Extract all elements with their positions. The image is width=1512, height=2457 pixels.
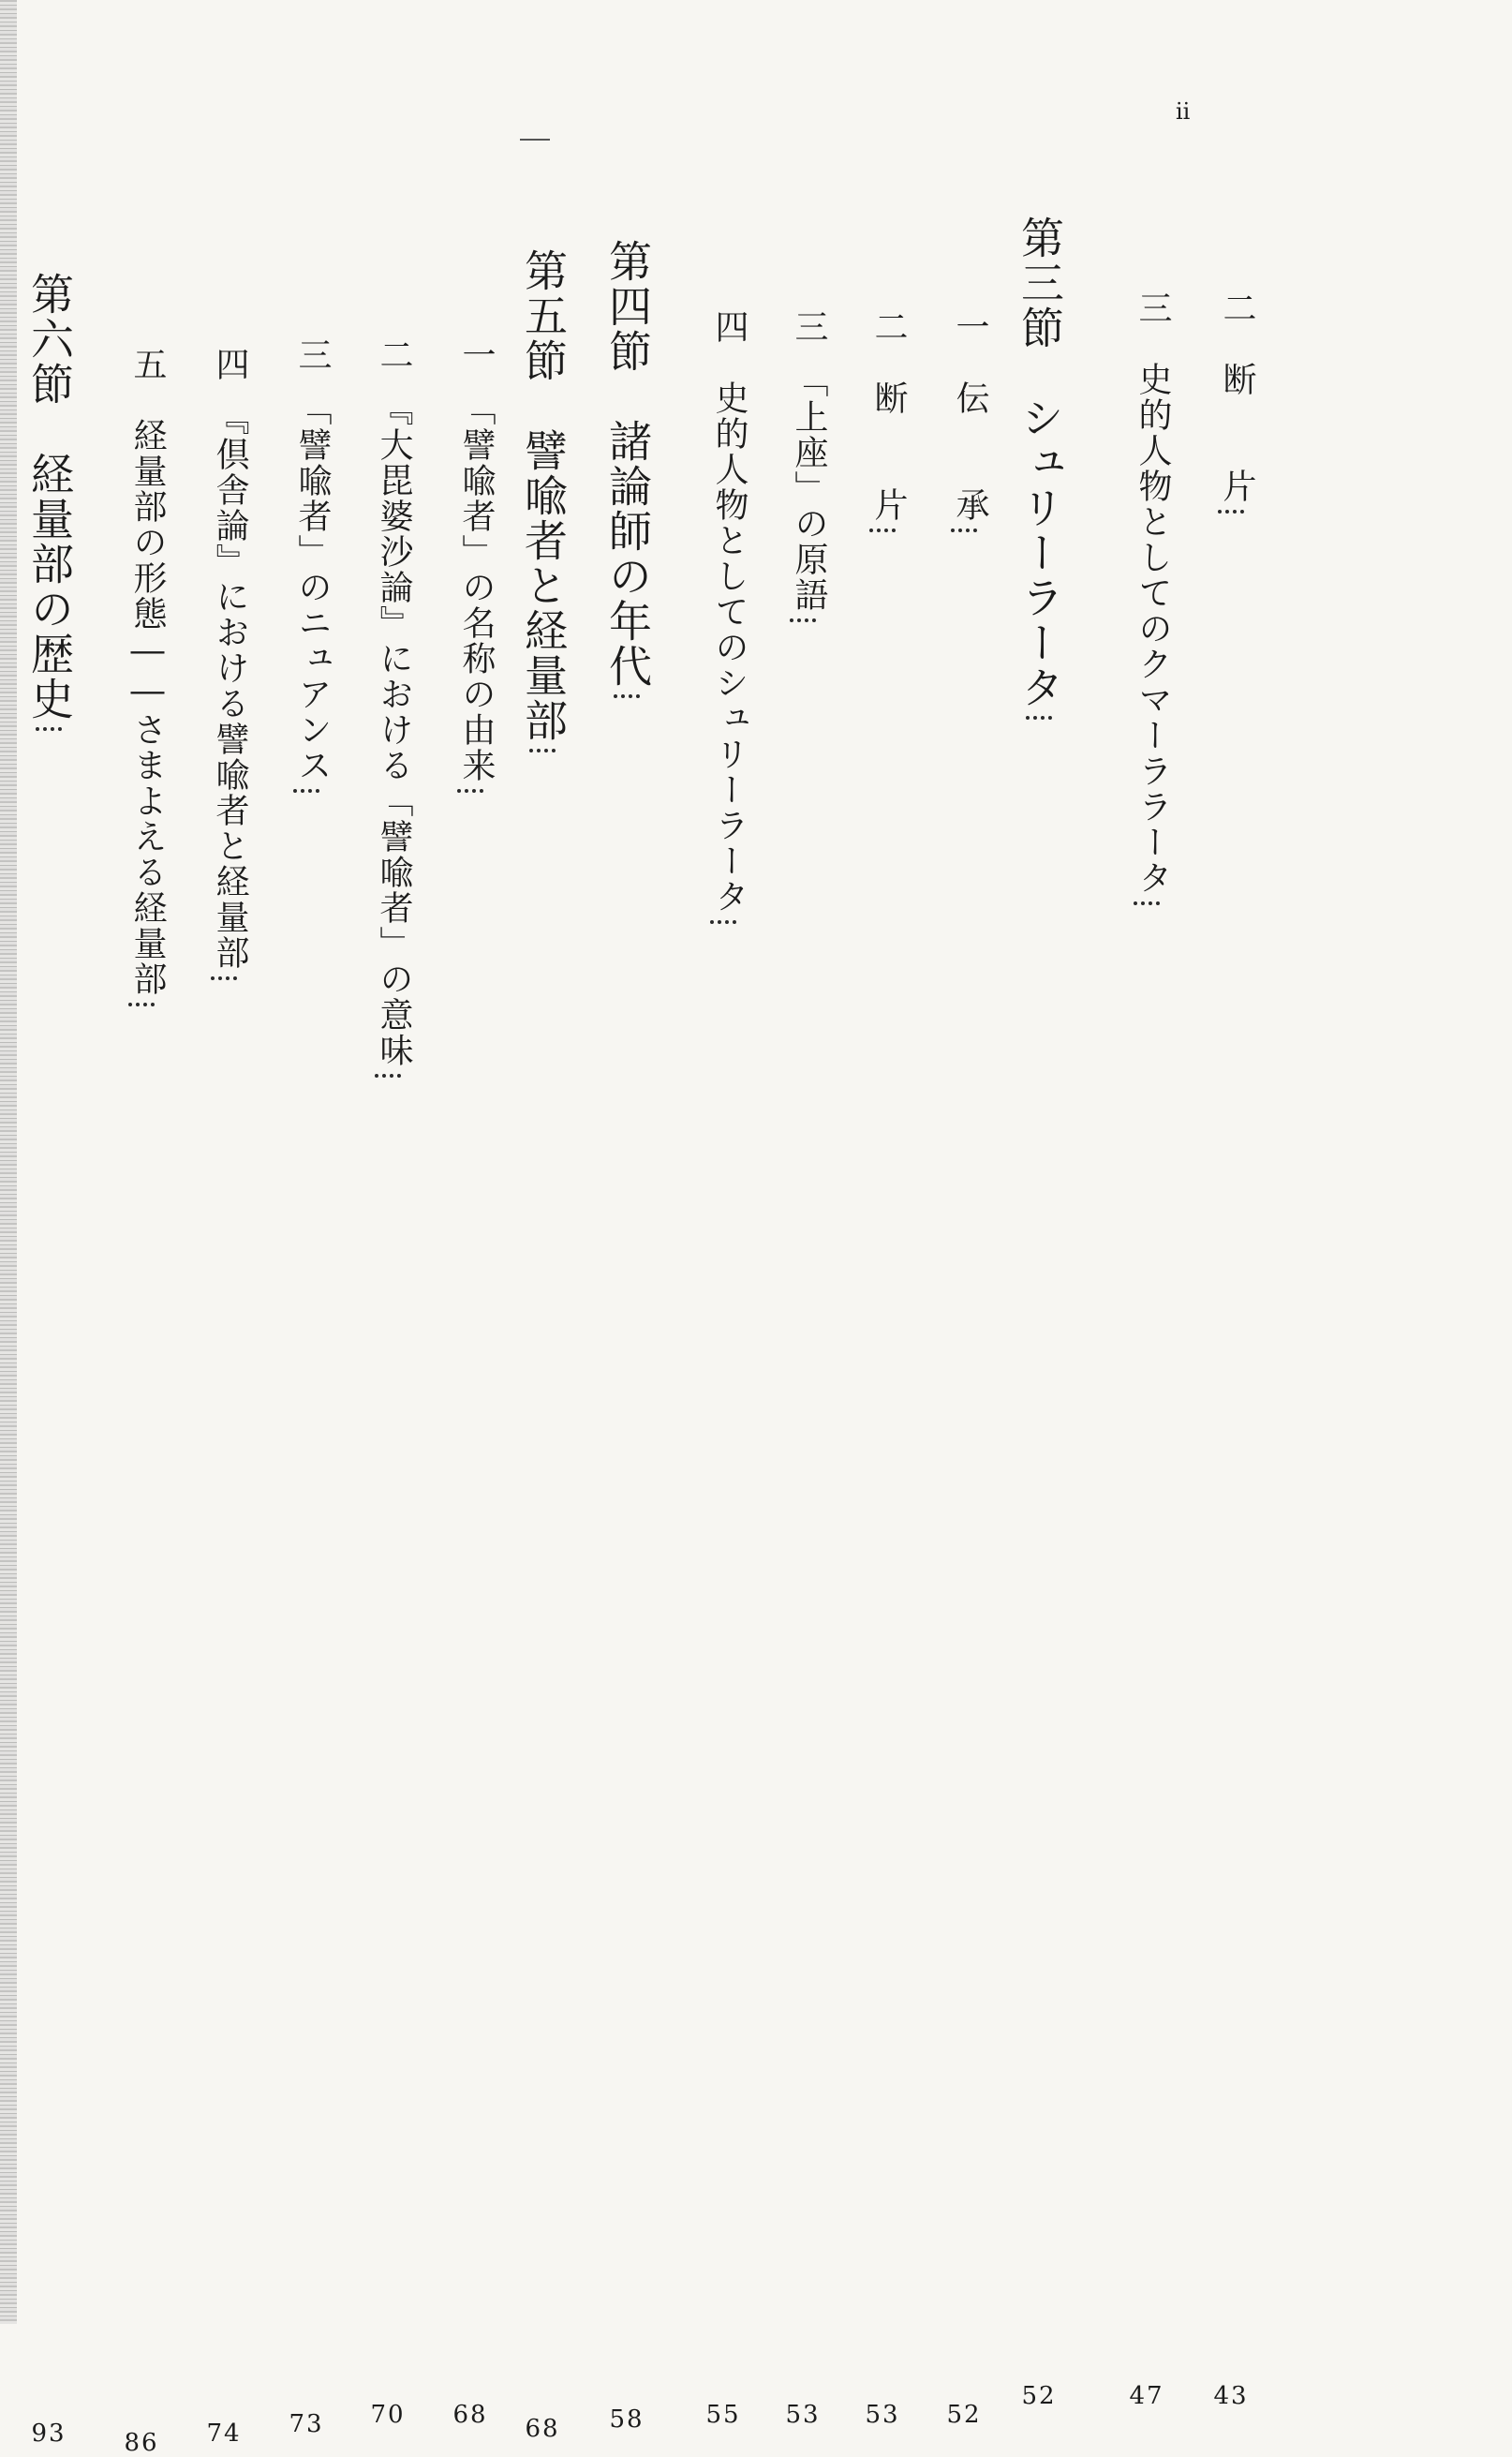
toc-entry-13 [201, 347, 249, 2448]
toc-entry-11 [365, 337, 413, 2429]
toc-entry-page: 52 [1021, 2382, 1057, 2410]
toc-entry-1 [1208, 290, 1256, 2410]
dot-leader [457, 789, 483, 2399]
toc-entry-page: 55 [705, 2401, 741, 2429]
toc-entry-label: 二 断 片 [1218, 290, 1256, 504]
toc-entry-page: 73 [289, 2410, 324, 2438]
toc-entry-15 [24, 272, 75, 2448]
toc-entry-label: 二 『大毘婆沙論』における「譬喩者」の意味 [375, 337, 413, 1068]
scan-edge [0, 0, 17, 2324]
toc-entry-label: 四 『倶舎論』における譬喩者と経量部 [211, 347, 249, 971]
dot-leader [128, 1003, 155, 2427]
toc-entry-label: 三 「上座」の原語 [790, 309, 828, 613]
page-number: ii [1176, 98, 1191, 125]
toc-entry-page: 93 [31, 2420, 67, 2448]
toc-entry-label: 一 「譬喩者」の名称の由来 [457, 337, 496, 783]
dot-leader [1134, 901, 1160, 2380]
scan-mark [520, 139, 550, 141]
dot-leader [1218, 510, 1244, 2380]
toc-entry-label: 一 伝 承 [951, 309, 989, 523]
toc-entry-3 [1015, 216, 1065, 2410]
dot-leader [1026, 716, 1052, 2380]
toc-entry-label: 五 経量部の形態――さまよえる経量部 [128, 347, 167, 997]
dot-leader [529, 749, 556, 2413]
toc-entry-9 [518, 248, 569, 2443]
toc-entry-page: 68 [525, 2415, 560, 2443]
toc-entry-8 [602, 239, 653, 2434]
toc-entry-page: 52 [946, 2401, 982, 2429]
dot-leader [293, 789, 319, 2408]
dot-leader [710, 920, 736, 2399]
toc-entry-page: 86 [124, 2429, 159, 2457]
toc-entry-4 [941, 309, 989, 2429]
dot-leader [790, 618, 816, 2399]
toc-entry-label: 二 断 片 [869, 309, 908, 523]
toc-entry-page: 70 [370, 2401, 406, 2429]
dot-leader [211, 976, 237, 2418]
toc-entry-7 [701, 309, 749, 2429]
dot-leader [375, 1074, 401, 2399]
toc-entry-label: 第四節 諸論師の年代 [602, 239, 653, 689]
toc-entry-page: 74 [206, 2420, 242, 2448]
toc-entry-14 [119, 347, 167, 2457]
toc-entry-page: 43 [1213, 2382, 1249, 2410]
toc-entry-page: 53 [785, 2401, 821, 2429]
toc-entry-label: 第六節 経量部の歴史 [24, 272, 75, 722]
toc-entry-5 [860, 309, 908, 2429]
toc-entry-page: 58 [609, 2405, 645, 2434]
toc-entry-label: 第五節 譬喩者と経量部 [518, 248, 569, 743]
toc-entry-label: 三 史的人物としてのクマーララータ [1134, 290, 1172, 896]
dot-leader [36, 727, 62, 2418]
toc-entry-page: 47 [1129, 2382, 1164, 2410]
dot-leader [869, 529, 896, 2399]
toc-entry-page: 53 [865, 2401, 900, 2429]
toc-entry-6 [780, 309, 828, 2429]
toc-entry-page: 68 [452, 2401, 488, 2429]
toc-entry-10 [448, 337, 496, 2429]
toc-entry-label: 四 史的人物としてのシュリーラータ [710, 309, 749, 915]
toc-entry-label: 第三節 シュリーラータ [1015, 216, 1065, 710]
dot-leader [951, 529, 977, 2399]
toc-entry-2 [1124, 290, 1172, 2410]
dot-leader [614, 694, 640, 2404]
toc-entry-label: 三 「譬喩者」のニュアンス [293, 337, 332, 783]
toc-entry-12 [284, 337, 332, 2438]
